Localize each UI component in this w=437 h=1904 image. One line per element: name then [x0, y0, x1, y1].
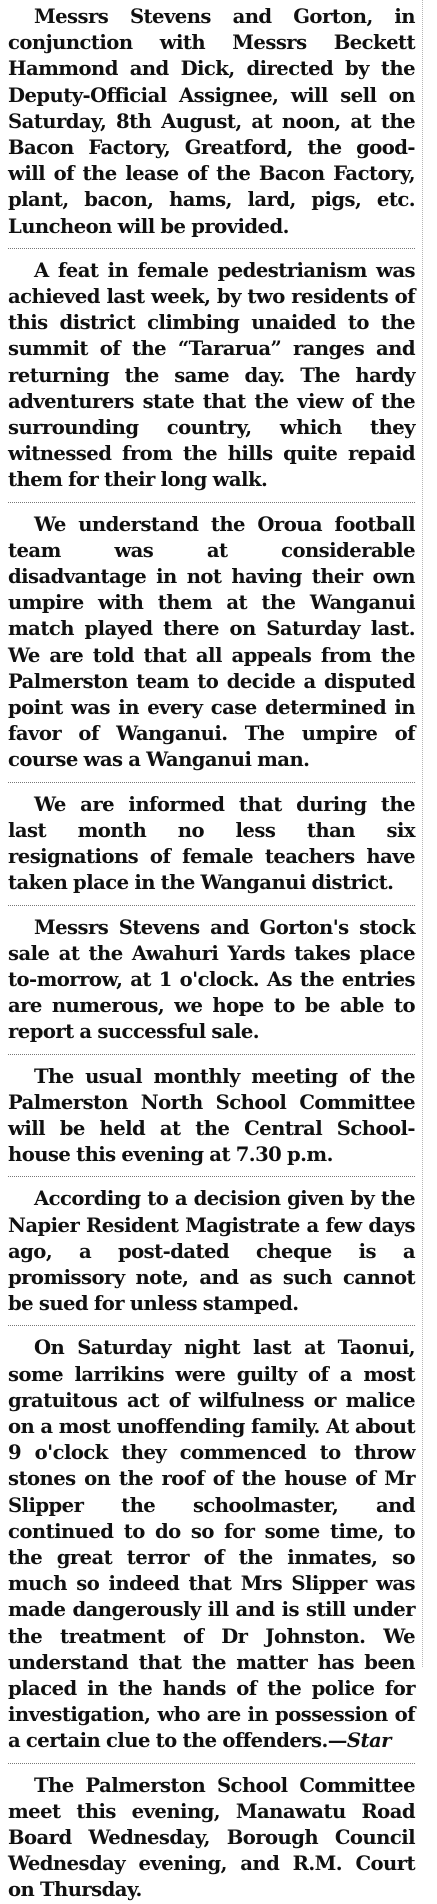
- news-paragraph-teacher-resignations: We are informed that during the last month no less than six resignations of female teachers have taken place in the Wanganui district.: [8, 792, 415, 895]
- source-signature: Star: [346, 1729, 391, 1753]
- news-paragraph-bacon-factory-sale: Messrs Stevens and Gorton, in conjunction with Messrs Beckett Hammond and Dick, directed by the Deputy-Official Assignee, will sell on Saturday, 8th August, at noon, at the Bacon Factory, Greatford, the good-will of the lease of the Bacon Factory, plant, bacon, hams, lard, pigs, etc. Luncheon will be provided.: [8, 5, 415, 238]
- news-paragraph-oroua-football: We understand the Oroua football team was at considerable disadvantage in not having their own umpire with them at the Wanganui match played there on Saturday last. We are told that all appeals from the Palmerston team to decide a disputed point was in every case determined in favor of Wanganui. The umpire of course was a Wanganui man.: [8, 512, 415, 772]
- dotted-divider: [8, 1054, 415, 1055]
- news-paragraph-school-committee-meeting: The usual monthly meeting of the Palmerston North School Committee will be held at the Central School-house this evening at 7.30 p.m.: [8, 1064, 415, 1167]
- news-paragraph-post-dated-cheque: According to a decision given by the Napier Resident Magistrate a few days ago, a post-dated cheque is a promissory note, and as such cannot be sued for unless stamped.: [8, 1187, 415, 1316]
- news-paragraph-tararua-climb: A feat in female pedestrianism was achieved last week, by two residents of this district climbing unaided to the summit of the “Tararua” ranges and returning the same day. The hardy adventurers state that the view of the surrounding country, which they witnessed from the hills quite repaid them for their long walk.: [8, 258, 415, 492]
- dotted-divider: [8, 1176, 415, 1177]
- dotted-divider: [8, 502, 415, 503]
- news-paragraph-taonui-larrikins: [8, 1335, 415, 1754]
- dotted-divider: [8, 248, 415, 249]
- dotted-divider: [8, 1763, 415, 1764]
- dotted-divider: [8, 1325, 415, 1326]
- news-paragraph-stock-sale: Messrs Stevens and Gorton's stock sale at the Awahuri Yards takes place to-morrow, at 1 o'clock. As the entries are numerous, we hope to be able to report a successful sale.: [8, 915, 415, 1044]
- dotted-divider: [8, 782, 415, 783]
- column-edge-rule: [422, 0, 423, 1667]
- news-paragraph-body: On Saturday night last at Taonui, some larrikins were guilty of a most gratuitous act of wilfulness or malice on a most unoffending family. At about 9 o'clock they commenced to throw stones on the roof of the house of Mr Slipper the schoolmaster, and continued to do so for some time, to the great terror of the inmates, so much so indeed that Mrs Slipper was made dangerously ill and is still under the treatment of Dr Johnston. We understand that the matter has been placed in the hands of the police for investigation, who are in possession of a certain clue to the offenders.—: [8, 1336, 415, 1753]
- dotted-divider: [8, 905, 415, 906]
- news-paragraph-meetings-calendar: The Palmerston School Committee meet this evening, Manawatu Road Board Wednesday, Borough Council Wednesday evening, and R.M. Court on Thursday.: [8, 1773, 415, 1902]
